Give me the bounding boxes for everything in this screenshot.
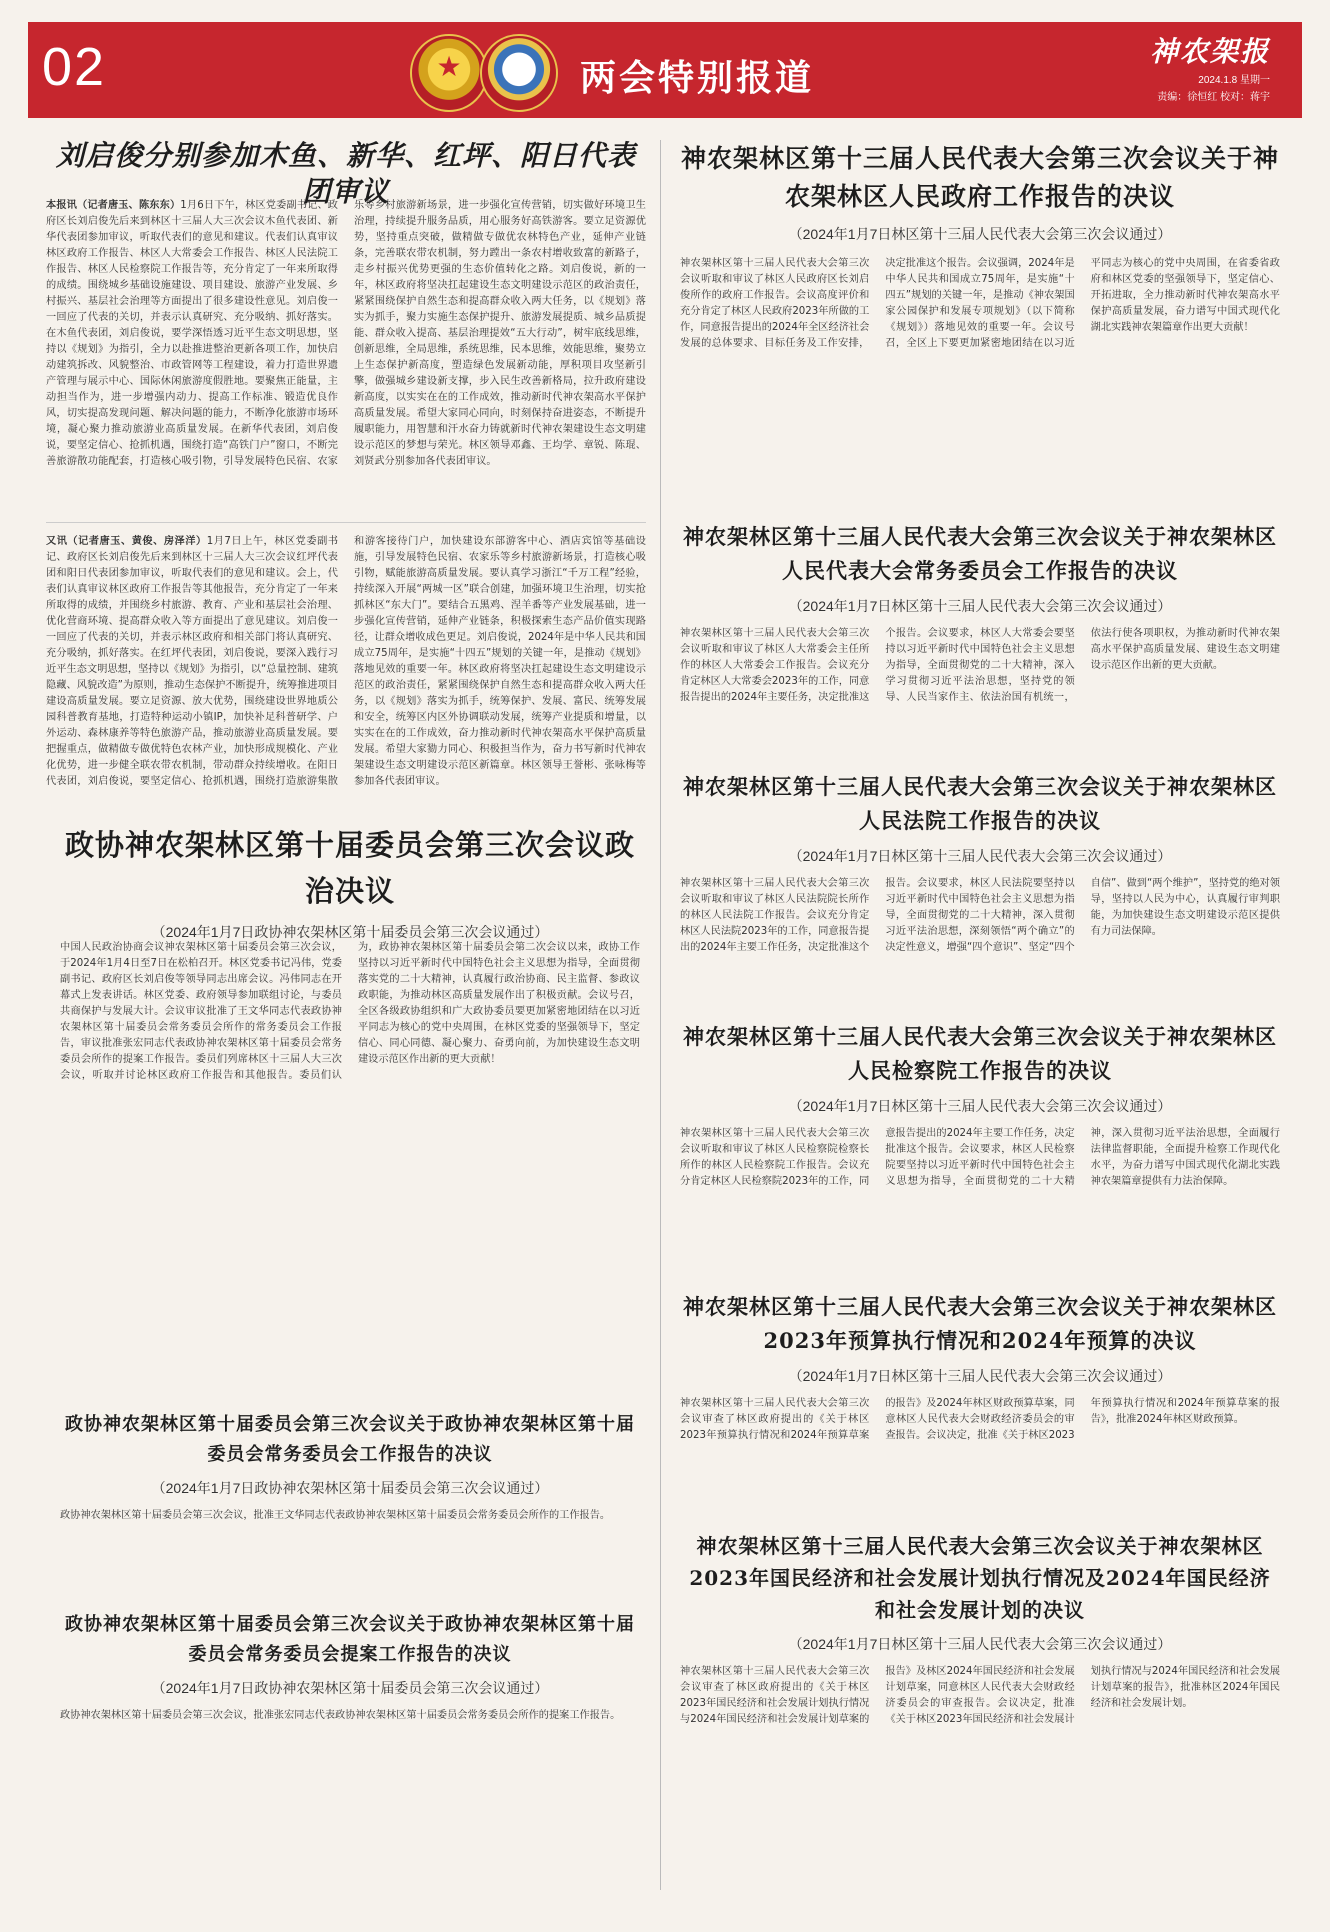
article-body: 中国人民政治协商会议神农架林区第十届委员会第三次会议，于2024年1月4日至7日在松柏召开。林区党委书记冯伟，党委副书记、政府区长刘启俊等领导同志出席会议。冯伟同志在开幕式上发表讲话。林区党委、政府领导参加联组讨论，与委员共商保护与发展大计。会议审议批准了王文华同志代表政协神农架林区第十届委员会常务委员会所作的常务委员会工作报告，审议批准张宏同志代表政协神农架林区第十届委员会常务委员会所作的提案工作报告。委员们列席林区十三届人大三次会议，听取并讨论林区政府工作报告和其他报告。委员们认为，政协神农架林区第十届委员会第二次会议以来，政协工作坚持以习近平新时代中国特色社会主义思想为指导，全面贯彻落实党的二十大精神，认真履行政治协商、民主监督、参政议政职能，为推动林区高质量发展作出了积极贡献。会议号召，全区各级政协组织和广大政协委员要更加紧密地团结在以习近平同志为核心的党中央周围，在林区党委的坚强领导下，坚定信心、同心同德、凝心聚力、奋勇向前，为加快建设生态文明建设示范区作出新的更大贡献！: [60, 942, 640, 1081]
masthead-name: 神农架报: [1150, 35, 1271, 68]
article-court-report: [680, 770, 1280, 1036]
article-standing-committee-report: [680, 520, 1280, 786]
article-body: 神农架林区第十三届人民代表大会第三次会议听取和审议了林区人大常委会主任所作的林区人大常委会工作报告。会议充分肯定林区人大常委会2023年的工作，同意报告提出的2024年主要任务，决定批准这个报告。会议要求，林区人大常委会要坚持以习近平新时代中国特色社会主义思想为指导，全面贯彻党的二十大精神，深入学习贯彻习近平法治思想，坚持党的领导、人民当家作主、依法治国有机统一，依法行使各项职权，为推动新时代神农架高水平保护高质量发展、建设生态文明建设示范区作出新的更大贡献。: [680, 628, 1280, 703]
article-cppcc-resolution: [60, 822, 640, 942]
article-body: [46, 198, 646, 470]
national-emblem-icon: ★: [410, 34, 488, 112]
article-subline: （2024年1月7日林区第十三届人民代表大会第三次会议通过）: [788, 1636, 1172, 1652]
article-subline: （2024年1月7日政协神农架林区第十届委员会第三次会议通过）: [151, 1480, 549, 1496]
masthead-editors: 责编：徐恒红 校对：蒋宇: [1157, 92, 1271, 103]
cppcc-emblem-icon: [480, 34, 558, 112]
article-headline: 政协神农架林区第十届委员会第三次会议政治决议: [64, 828, 635, 908]
article-lead: 本报讯（记者唐玉、陈东东）: [46, 200, 181, 211]
article-cppcc-proposal-report: [60, 1610, 640, 1724]
article-economic-plan-report: [680, 1530, 1280, 1784]
section-title: 两会特别报道: [580, 57, 815, 99]
article-headline: 政协神农架林区第十届委员会第三次会议关于政协神农架林区第十届委员会常务委员会工作报告的决议: [65, 1414, 635, 1465]
article-text: 1月7日上午，林区党委副书记、政府区长刘启俊先后来到林区十三届人大三次会议红坪代表团和阳日代表团参加审议，听取代表们的意见和建议。会上，代表们认真审议林区政府工作报告等其他报告，充分肯定了一年来所取得的成绩，并围绕乡村旅游、教育、产业和基层社会治理、优化营商环境、提高群众收入等方面提出了意见建议。刘启俊一一回应了代表的关切，并表示林区政府和相关部门将认真研究、充分吸纳，抓好落实。在红坪代表团，刘启俊说，要深入践行习近平生态文明思想，坚持以《规划》为指引，以“总量控制、建筑隐藏、风貌改造”为原则，推动生态保护不断提升，统筹推进项目建设高质量发展。要立足资源、放大优势，围绕建设世界地质公园科普教育基地，打造特种运动小镇IP，加快补足科普研学、户外运动、森林康养等特色旅游产品，推动旅游业高质量发展。要把握重点，做精做专做优特色农林产业，加快形成规模化、产业化优势，进一步健全联农带农机制，带动群众持续增收。在阳日代表团，刘启俊说，要坚定信心、抢抓机遇，围绕打造旅游集散和游客接待门户，加快建设东部游客中心、酒店宾馆等基础设施，引导发展特色民宿、农家乐等乡村旅游新场景，打造核心吸引物，赋能旅游高质量发展。要认真学习浙江“千万工程”经验，持续深入开展“两城一区”联合创建，加强环境卫生治理，切实抢抓林区“东大门”。要结合五黑鸡、涅羊番等产业发展基础，进一步强化宣传营销，延伸产业链条，积极探索生态产品价值实现路径，让群众增收成色更足。刘启俊说，2024年是中华人民共和国成立75周年，是实施“十四五”规划的关键一年，是推动《规划》落地见效的重要一年。林区政府将坚决扛起建设生态文明建设示范区的政治责任，紧紧围绕保护自然生态和提高群众收入两大任务，以《规划》落实为抓手，统筹保护、发展、富民、统筹发展和安全，统筹区内区外协调联动发展，统筹产业提质和增量，以实实在在的工作成效，奋力推动新时代神农架高水平保护高质量发展。希望大家勠力同心、积极担当作为，奋力书写新时代神农架建设生态文明建设示范区新篇章。林区领导王誉彬、张咏梅等参加各代表团审议。: [46, 536, 646, 787]
article-headline: 神农架林区第十三届人民代表大会第三次会议关于神农架林区人民检察院工作报告的决议: [683, 1024, 1277, 1083]
article-body: 神农架林区第十三届人民代表大会第三次会议审查了林区政府提出的《关于林区2023年国民经济和社会发展计划执行情况与2024年国民经济和社会发展计划草案的报告》及林区2024年国民经济和社会发展计划草案，同意林区人民代表大会财政经济委员会的审查报告。会议决定，批准《关于林区2023年国民经济和社会发展计划执行情况与2024年国民经济和社会发展计划草案的报告》，批准林区2024年国民经济和社会发展计划。: [680, 1666, 1280, 1725]
article-headline: 神农架林区第十三届人民代表大会第三次会议关于神农架林区人民法院工作报告的决议: [683, 774, 1277, 833]
article-lead: 又讯（记者唐玉、黄俊、房泽洋）: [46, 536, 207, 547]
article-body: 政协神农架林区第十届委员会第三次会议，批准张宏同志代表政协神农架林区第十届委员会常务委员会所作的提案工作报告。: [60, 1710, 621, 1721]
masthead: [1150, 30, 1270, 104]
article-headline: 神农架林区第十三届人民代表大会第三次会议关于神农架林区2023年预算执行情况和2024年预算的决议: [683, 1294, 1277, 1353]
article-headline: 刘启俊分别参加木鱼、新华、红坪、阳日代表团审议: [55, 139, 636, 208]
column-divider: [660, 140, 661, 1890]
article-subline: （2024年1月7日政协神农架林区第十届委员会第三次会议通过）: [151, 924, 549, 940]
article-body-block: [60, 940, 640, 1340]
article-government-report: [680, 140, 1280, 436]
article-procuratorate-report: [680, 1020, 1280, 1286]
article-body: 神农架林区第十三届人民代表大会第三次会议听取和审议了林区人民检察院检察长所作的林区人民检察院工作报告。会议充分肯定林区人民检察院2023年的工作，同意报告提出的2024年主要工作任务，决定批准这个报告。会议要求，林区人民检察院要坚持以习近平新时代中国特色社会主义思想为指导，全面贯彻党的二十大精神，深入贯彻习近平法治思想，全面履行法律监督职能，全面提升检察工作现代化水平，为奋力谱写中国式现代化湖北实践神农架篇章提供有力法治保障。: [680, 1128, 1280, 1187]
article-headline: 神农架林区第十三届人民代表大会第三次会议关于神农架林区人民政府工作报告的决议: [680, 144, 1279, 211]
article-text: 1月6日下午，林区党委副书记、政府区长刘启俊先后来到林区十三届人大三次会议木鱼代表团、新华代表团参加审议，听取代表们的意见和建议。代表们认真审议林区政府工作报告、林区人大常委会工作报告、林区人民法院工作报告、林区人民检察院工作报告等，充分肯定了一年来所取得的成绩。围绕城乡基础设施建设、项目建设、旅游产业发展、乡村振兴、基层社会治理等方面提出了很多建设性意见。刘启俊一一回应了代表的关切，并表示认真研究、充分吸纳、抓好落实。在木鱼代表团，刘启俊说，要学深悟透习近平生态文明思想，坚持以《规划》为指引，全力以赴推进整治更新各项工作，加快启动建筑拆改、风貌整治、市政管网等工程建设，着力打造世界遗产管理与展示中心、国际休闲旅游度假胜地。要聚焦正能量，主动担当作为，进一步增强内动力、提高工作标准、锻造优良作风，切实提高发现问题、解决问题的能力，不断净化旅游市场环境，凝心聚力推动旅游业高质量发展。在新华代表团，刘启俊说，要坚定信心、抢抓机遇，围绕打造“高铁门户”窗口，不断完善旅游散功能配套，打造核心吸引物，引导发展特色民宿、农家乐等乡村旅游新场景，进一步强化宣传营销，切实做好环境卫生治理，持续提升服务品质，用心服务好高铁游客。要立足资源优势，坚持重点突破，做精做专做优农林特色产业，延伸产业链条，完善联农带农机制，努力蹚出一条农村增收致富的新路子，走乡村振兴优势更强的生态价值转化之路。刘启俊说，新的一年，林区政府将坚决扛起建设生态文明建设示范区的政治责任，紧紧围绕保护自然生态和提高群众收入两大任务，以《规划》落实为抓手，聚力实施生态保护提升、旅游发展提质、城乡品质提能、群众收入提高、基层治理提效“五大行动”，树牢底线思维，创新思维，全局思维，系统思维，民本思维，效能思维，聚势立上生态保护新高度，塑造绿色发展新动能，厚积项目攻坚新引擎，做强城乡建设新支撑，步入民生改善新格局，拉升政府建设新高度，以实实在在的工作成效，推动新时代神农架高水平保护高质量发展。希望大家同心同向，时刻保持奋进姿态，不断提升履职能力，用智慧和汗水奋力铸就新时代神农架建设生态文明建设示范区的梦想与荣光。林区领导邓鑫、王均学、章锐、陈琨、刘贤武分别参加各代表团审议。: [46, 200, 646, 467]
article-subline: （2024年1月7日政协神农架林区第十届委员会第三次会议通过）: [151, 1680, 549, 1696]
article-subline: （2024年1月7日林区第十三届人民代表大会第三次会议通过）: [788, 1368, 1172, 1384]
article-headline: 神农架林区第十三届人民代表大会第三次会议关于神农架林区人民代表大会常务委员会工作报告的决议: [683, 524, 1277, 583]
article-body-block: [46, 198, 646, 510]
article-second-report: [46, 534, 646, 804]
masthead-date: 2024.1.8 星期一: [1198, 75, 1271, 86]
article-subline: （2024年1月7日林区第十三届人民代表大会第三次会议通过）: [788, 598, 1172, 614]
article-subline: （2024年1月7日林区第十三届人民代表大会第三次会议通过）: [788, 1098, 1172, 1114]
page-number: 02: [42, 37, 107, 97]
article-body: [46, 534, 646, 790]
article-budget-report: [680, 1290, 1280, 1508]
article-body: 政协神农架林区第十届委员会第三次会议，批准王文华同志代表政协神农架林区第十届委员会常务委员会所作的工作报告。: [60, 1510, 611, 1521]
article-subline: （2024年1月7日林区第十三届人民代表大会第三次会议通过）: [788, 226, 1172, 242]
article-body: 神农架林区第十三届人民代表大会第三次会议审查了林区政府提出的《关于林区2023年预算执行情况和2024年预算草案的报告》及2024年林区财政预算草案，同意林区人民代表大会财政经济委员会的审查报告。会议决定，批准《关于林区2023年预算执行情况和2024年预算草案的报告》，批准2024年林区财政预算。: [680, 1398, 1280, 1441]
article-subline: （2024年1月7日林区第十三届人民代表大会第三次会议通过）: [788, 848, 1172, 864]
divider: [46, 522, 646, 523]
article-body: 神农架林区第十三届人民代表大会第三次会议听取和审议了林区人民政府区长刘启俊所作的政府工作报告。会议高度评价和充分肯定了林区人民政府2023年所做的工作，同意报告提出的2024年全区经济社会发展的总体要求、目标任务及工作安排，决定批准这个报告。会议强调，2024年是中华人民共和国成立75周年，是实施“十四五”规划的关键一年，是推动《神农架国家公园保护和发展专项规划》（以下简称《规划》）落地见效的重要一年。会议号召，全区上下要更加紧密地团结在以习近平同志为核心的党中央周围，在省委省政府和林区党委的坚强领导下，坚定信心、开拓进取，全力推动新时代神农架高水平保护高质量发展，奋力谱写中国式现代化湖北实践神农架篇章作出更大贡献！: [680, 258, 1280, 349]
article-body: 神农架林区第十三届人民代表大会第三次会议听取和审议了林区人民法院院长所作的林区人民法院工作报告。会议充分肯定林区人民法院2023年的工作，同意报告提出的2024年主要工作任务，决定批准这个报告。会议要求，林区人民法院要坚持以习近平新时代中国特色社会主义思想为指导，全面贯彻党的二十大精神，深入贯彻习近平法治思想，深刻领悟“两个确立”的决定性意义，增强“四个意识”、坚定“四个自信”、做到“两个维护”，坚持党的绝对领导，坚持以人民为中心，认真履行审判职能，为加快建设生态文明建设示范区提供有力司法保障。: [680, 878, 1280, 953]
article-headline: 神农架林区第十三届人民代表大会第三次会议关于神农架林区2023年国民经济和社会发展计划执行情况及2024年国民经济和社会发展计划的决议: [689, 1534, 1271, 1622]
article-headline: 政协神农架林区第十届委员会第三次会议关于政协神农架林区第十届委员会常务委员会提案工作报告的决议: [65, 1614, 635, 1665]
article-cppcc-standing-report: [60, 1410, 640, 1524]
